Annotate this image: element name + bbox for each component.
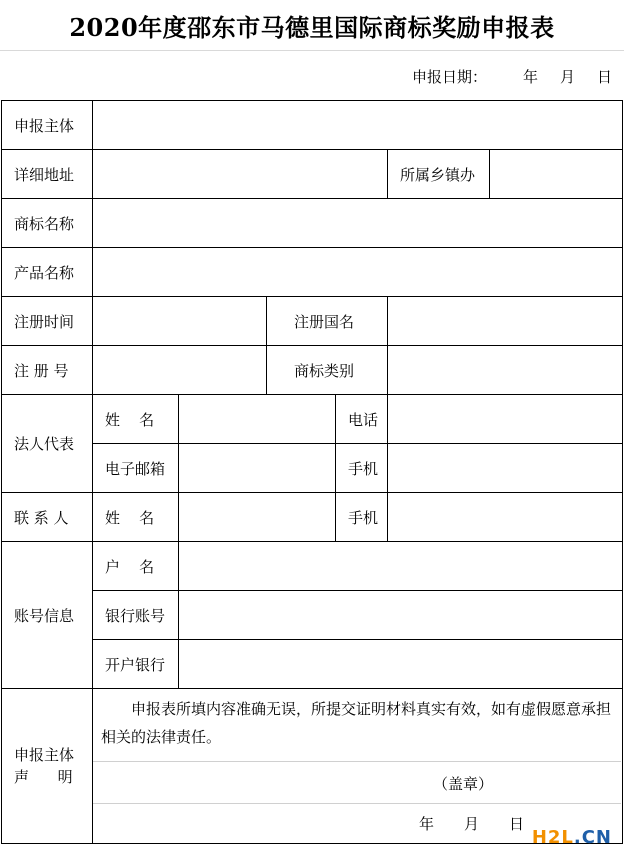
legal-rep-mobile-label: 手机	[336, 444, 388, 493]
table-row	[2, 640, 623, 689]
legal-rep-label: 法人代表	[2, 395, 93, 493]
trademark-class-label: 商标类别	[267, 346, 388, 395]
h2l-watermark: H2L.CN	[531, 827, 612, 848]
reg-country-label: 注册国名	[267, 297, 388, 346]
table-row	[2, 689, 623, 844]
product-name-input-cell[interactable]	[93, 248, 623, 297]
table-row	[2, 199, 623, 248]
table-row	[2, 591, 623, 640]
contact-name-input-cell[interactable]	[179, 493, 336, 542]
trademark-class-input-cell[interactable]	[388, 346, 623, 395]
date-month: 月	[559, 68, 575, 86]
sign-month: 月	[464, 815, 480, 833]
legal-rep-mobile-input-cell[interactable]	[388, 444, 623, 493]
product-name-label: 产品名称	[2, 248, 93, 297]
phone-label: 电话	[336, 395, 388, 444]
legal-rep-name-label: 姓 名	[93, 395, 179, 444]
bank-input-cell[interactable]	[179, 640, 623, 689]
reg-number-input-cell[interactable]	[93, 346, 267, 395]
application-date	[412, 66, 612, 87]
sign-year: 年	[419, 815, 435, 833]
seal-label: （盖章）	[433, 775, 494, 793]
account-info-label: 账号信息	[2, 542, 93, 689]
contact-name-label: 姓 名	[93, 493, 179, 542]
trademark-name-input-cell[interactable]	[93, 199, 623, 248]
reg-time-input-cell[interactable]	[93, 297, 267, 346]
bank-account-label: 银行账号	[93, 591, 179, 640]
declaration-label-line1: 申报主体	[14, 746, 75, 764]
address-input-cell[interactable]	[93, 150, 388, 199]
address-label: 详细地址	[2, 150, 93, 199]
table-row	[2, 150, 623, 199]
table-row	[2, 542, 623, 591]
bank-account-input-cell[interactable]	[179, 591, 623, 640]
table-row	[2, 395, 623, 444]
reg-country-input-cell[interactable]	[388, 297, 623, 346]
township-input-cell[interactable]	[490, 150, 623, 199]
table-row	[2, 493, 623, 542]
table-row	[2, 346, 623, 395]
contact-label: 联 系 人	[2, 493, 93, 542]
declaration-cell	[93, 689, 623, 844]
declaration-label-line2: 声 明	[14, 768, 73, 786]
form-title: 2020年度邵东市马德里国际商标奖励申报表	[69, 13, 555, 42]
table-row	[2, 297, 623, 346]
declaration-label	[2, 689, 93, 844]
sign-day: 日	[509, 815, 525, 833]
divider	[0, 50, 624, 51]
email-input-cell[interactable]	[179, 444, 336, 493]
contact-mobile-input-cell[interactable]	[388, 493, 623, 542]
applicant-label: 申报主体	[2, 101, 93, 150]
signature-date	[419, 813, 524, 834]
bank-label: 开户银行	[93, 640, 179, 689]
reg-time-label: 注册时间	[2, 297, 93, 346]
reg-number-label: 注 册 号	[2, 346, 93, 395]
trademark-name-label: 商标名称	[2, 199, 93, 248]
township-label: 所属乡镇办	[388, 150, 490, 199]
applicant-input-cell[interactable]	[93, 101, 623, 150]
legal-rep-name-input-cell[interactable]	[179, 395, 336, 444]
email-label: 电子邮箱	[93, 444, 179, 493]
date-year: 年	[522, 68, 538, 86]
table-row	[2, 248, 623, 297]
account-name-label: 户 名	[93, 542, 179, 591]
contact-mobile-label: 手机	[336, 493, 388, 542]
divider	[93, 761, 621, 762]
date-label: 申报日期：	[411, 68, 487, 86]
date-day: 日	[596, 68, 612, 86]
table-row	[2, 101, 623, 150]
phone-input-cell[interactable]	[388, 395, 623, 444]
declaration-text: 申报表所填内容准确无误，所提交证明材料真实有效，如有虚假愿意承担相关的法律责任。	[101, 700, 612, 746]
divider	[93, 803, 621, 804]
application-form-table	[1, 100, 623, 844]
account-name-input-cell[interactable]	[179, 542, 623, 591]
table-row	[2, 444, 623, 493]
